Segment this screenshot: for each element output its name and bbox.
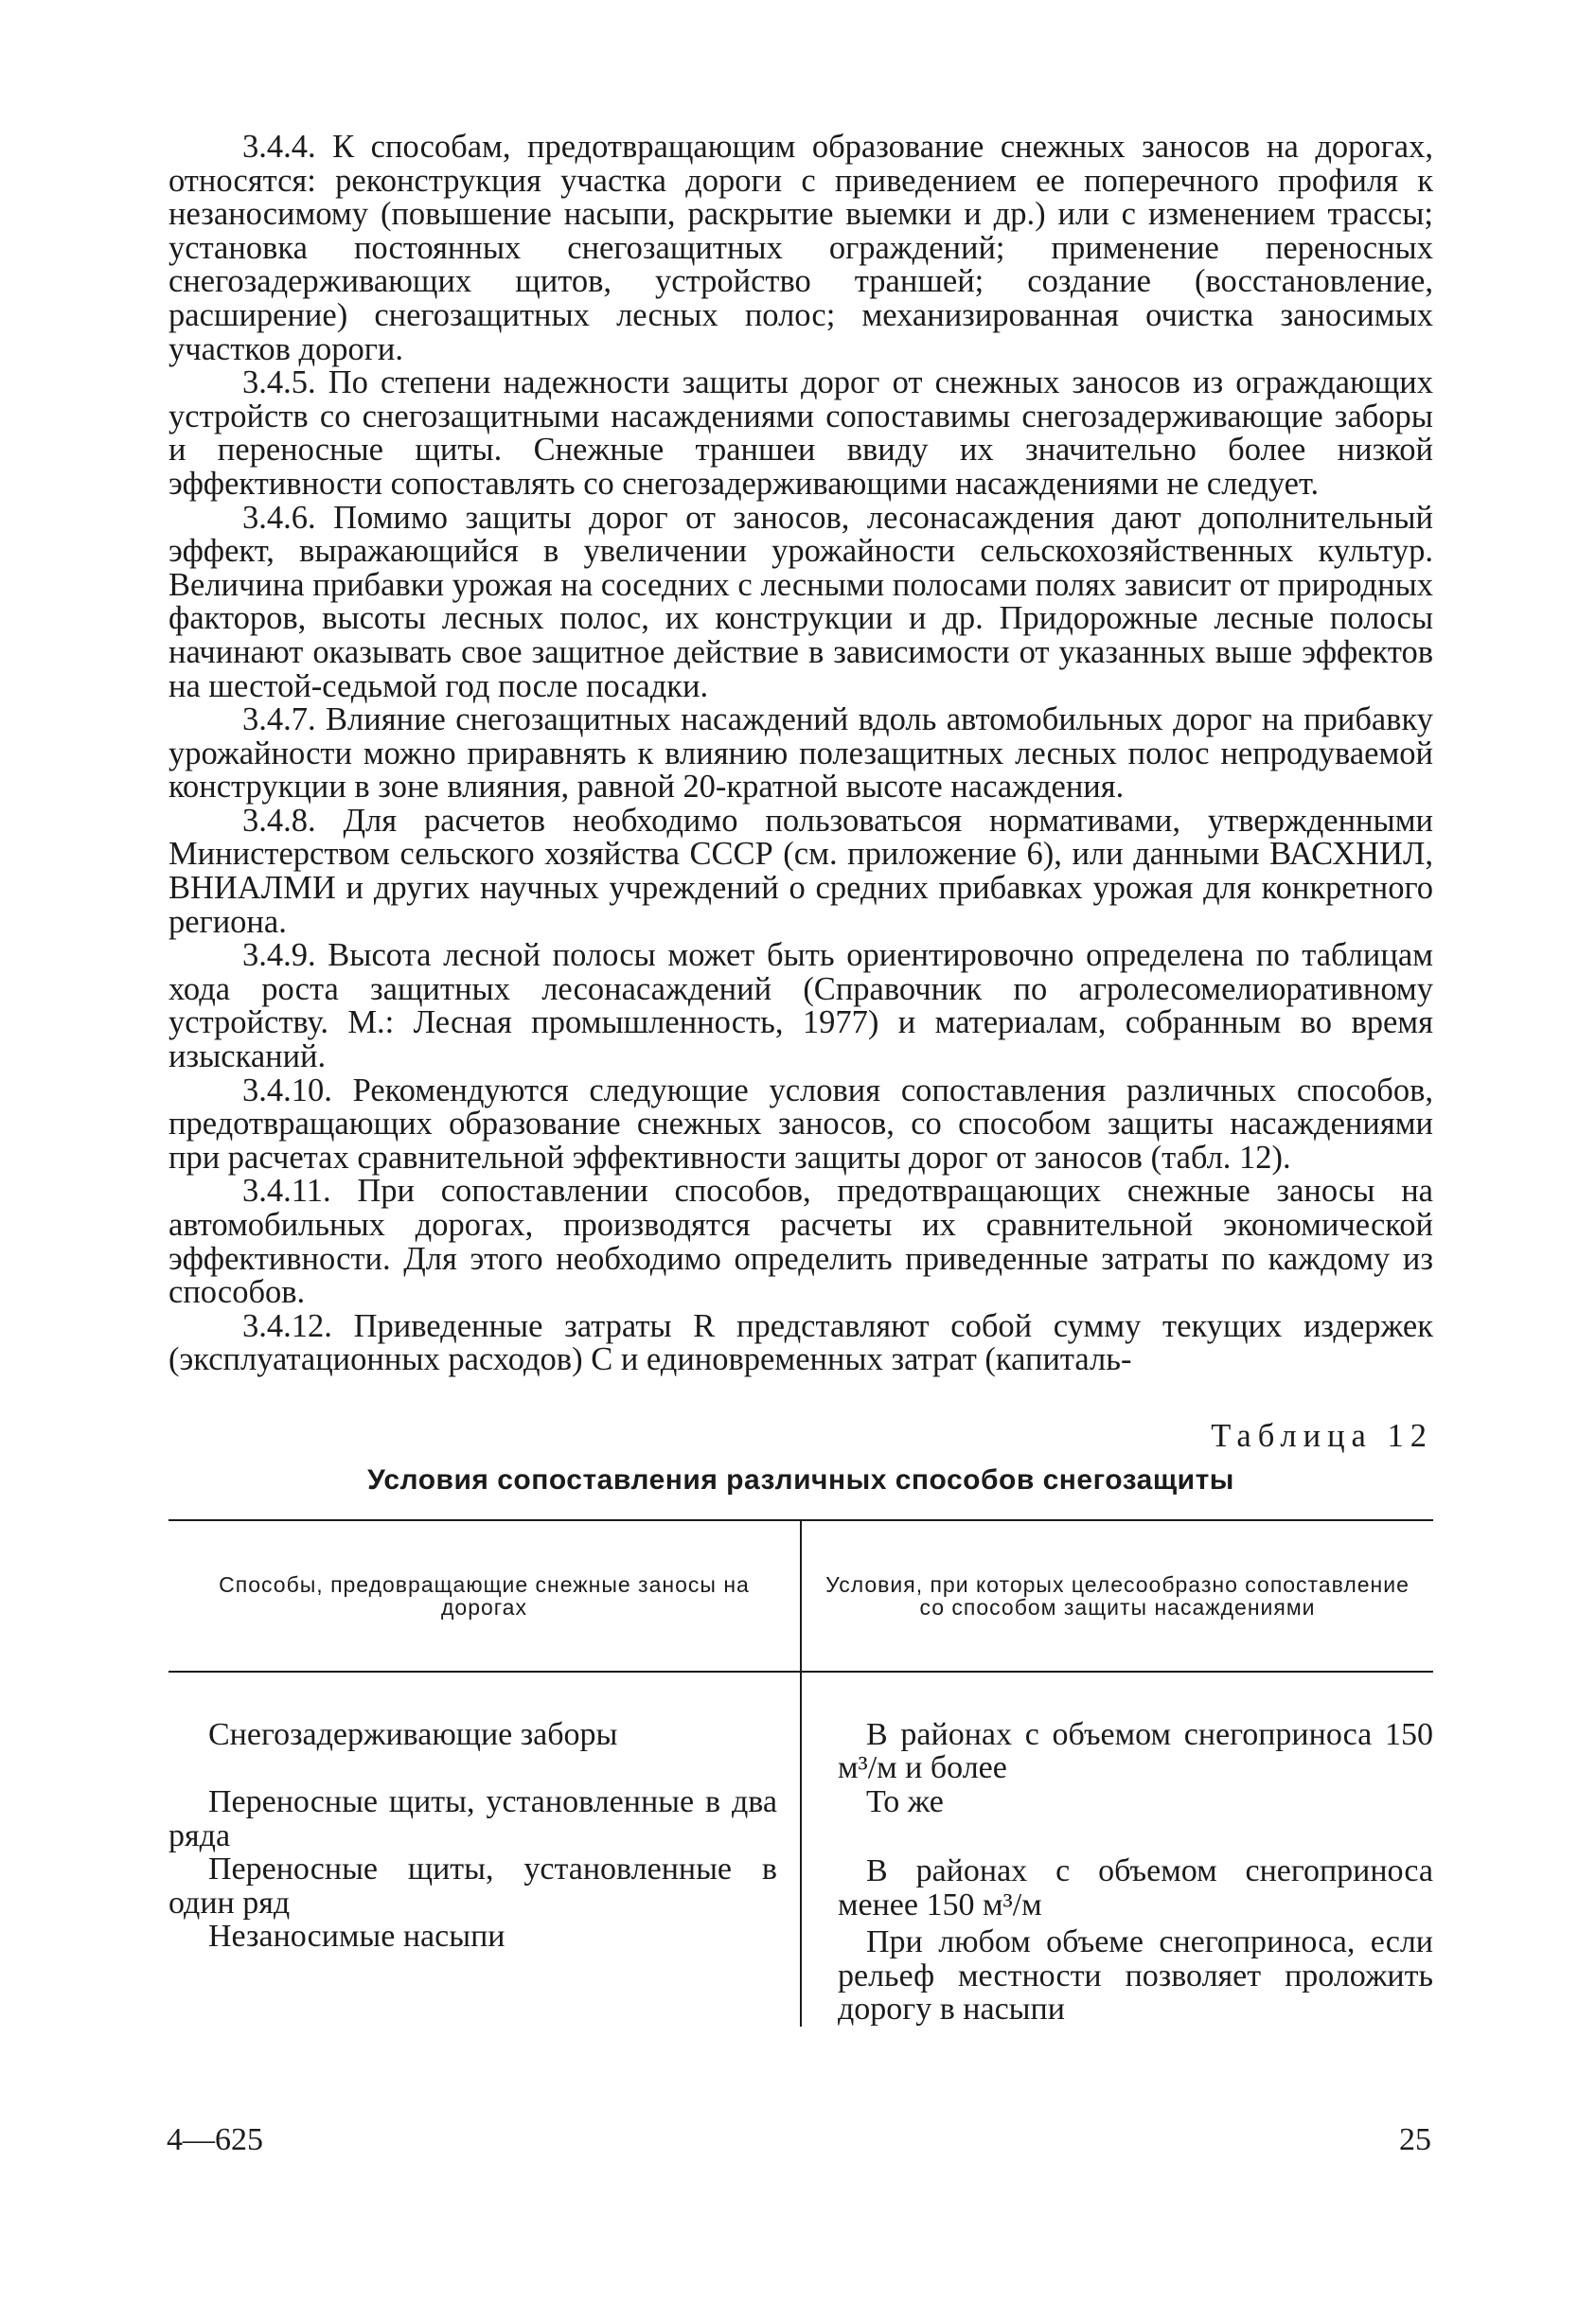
- paragraph-3-4-5: 3.4.5. По степени надежности защиты дорог от снежных заносов из ограждающих устройств со снегозащитными насаждениями сопоставимы снегозадерживающие заборы и переносные щиты. Снежные траншеи ввиду их значительно более низкой эффективности сопоставлять со снегозадерживающими насаждениями не следует.: [168, 364, 1433, 502]
- table-conditions-cell: [801, 1672, 1433, 2027]
- paragraph-3-4-10: 3.4.10. Рекомендуются следующие условия сопоставления различных способов, предотвращающих образование снежных заносов, со способом защиты насаждениями при расчетах сравнительной эффективности защиты дорог от заносов (табл. 12).: [168, 1072, 1433, 1176]
- condition-item: В районах с объемом снегоприноса менее 150 м³/м: [838, 1853, 1433, 1922]
- table-number-label: Таблица 12: [1211, 1417, 1433, 1454]
- paragraph-3-4-4: 3.4.4. К способам, предотвращающим образование снежных заносов на дорогах, относятся: реконструкция участка дороги с приведением ее поперечного профиля к незаносимому (повышение насыпи, раскрытие выемки и др.) или с изменением трассы; установка постоянных снегозащитных ограждений; применение переносных снегозадерживающих щитов, устройство траншей; создание (восстановление, расширение) снегозащитных лесных полос; механизированная очистка заносимых участков дороги.: [168, 129, 1433, 367]
- printer-signature-mark: 4—625: [167, 2122, 263, 2157]
- paragraph-3-4-12: 3.4.12. Приведенные затраты R представляют собой сумму текущих издержек (эксплуатационных расходов) C и единовременных затрат (капиталь-: [168, 1307, 1433, 1378]
- table-header-conditions: Условия, при которых целесообразно сопоставление со способом защиты насаждениями: [801, 1520, 1433, 1672]
- table-header-methods: Способы, предовращающие снежные заносы на дорогах: [168, 1520, 801, 1672]
- method-item: Незаносимые насыпи: [208, 1919, 505, 1955]
- table-body-row: [168, 1672, 1433, 2027]
- paragraph-3-4-6: 3.4.6. Помимо защиты дорог от заносов, лесонасаждения дают дополнительный эффект, выражающийся в увеличении урожайности сельскохозяйственных культур. Величина прибавки урожая на соседних с лесными полосами полях зависит от природных факторов, высоты лесных полос, их конструкции и др. Придорожные лесные полосы начинают оказывать свое защитное действие в зависимости от указанных выше эффектов на шестой-седьмой год после посадки.: [168, 499, 1433, 704]
- table-title: Условия сопоставления различных способов снегозащиты: [367, 1463, 1234, 1496]
- paragraph-3-4-9: 3.4.9. Высота лесной полосы может быть ориентировочно определена по таблицам хода роста защитных лесонасаждений (Справочник по агролесомелиоративному устройству. М.: Лесная промышленность, 1977) и материалам, собранным во время изысканий.: [168, 937, 1433, 1075]
- paragraph-3-4-8: 3.4.8. Для расчетов необходимо пользоватьсоя нормативами, утвержденными Министерством сельского хозяйства СССР (см. приложение 6), или данными ВАСХНИЛ, ВНИАЛМИ и других научных учреждений о средних прибавках урожая для конкретного региона.: [168, 802, 1433, 940]
- condition-item: В районах с объемом снегоприноса 150 м³/м и более: [838, 1716, 1433, 1786]
- condition-item: То же: [866, 1783, 944, 1819]
- page-body: [168, 131, 1433, 2027]
- paragraph-3-4-7: 3.4.7. Влияние снегозащитных насаждений вдоль автомобильных дорог на прибавку урожайности можно приравнять к влиянию полезащитных лесных полос непродуваемой конструкции в зоне влияния, равной 20-кратной высоте насаждения.: [168, 701, 1433, 806]
- method-item: Переносные щиты, установленные в два ряда: [168, 1784, 777, 1853]
- method-item: Переносные щиты, установленные в один ряд: [168, 1851, 777, 1921]
- condition-item: При любом объеме снегоприноса, если рельеф местности позволяет проложить дорогу в насыпи: [838, 1924, 1433, 2028]
- page-number: 25: [1399, 2122, 1431, 2157]
- table-methods-cell: [168, 1672, 801, 2027]
- table-header-row: [168, 1520, 1433, 1672]
- paragraph-3-4-11: 3.4.11. При сопоставлении способов, предотвращающих снежные заносы на автомобильных дорогах, производятся расчеты их сравнительной экономической эффективности. Для этого необходимо определить приведенные затраты по каждому из способов.: [168, 1173, 1433, 1311]
- comparison-table: [168, 1519, 1433, 2027]
- method-item: Снегозадерживающие заборы: [208, 1716, 618, 1752]
